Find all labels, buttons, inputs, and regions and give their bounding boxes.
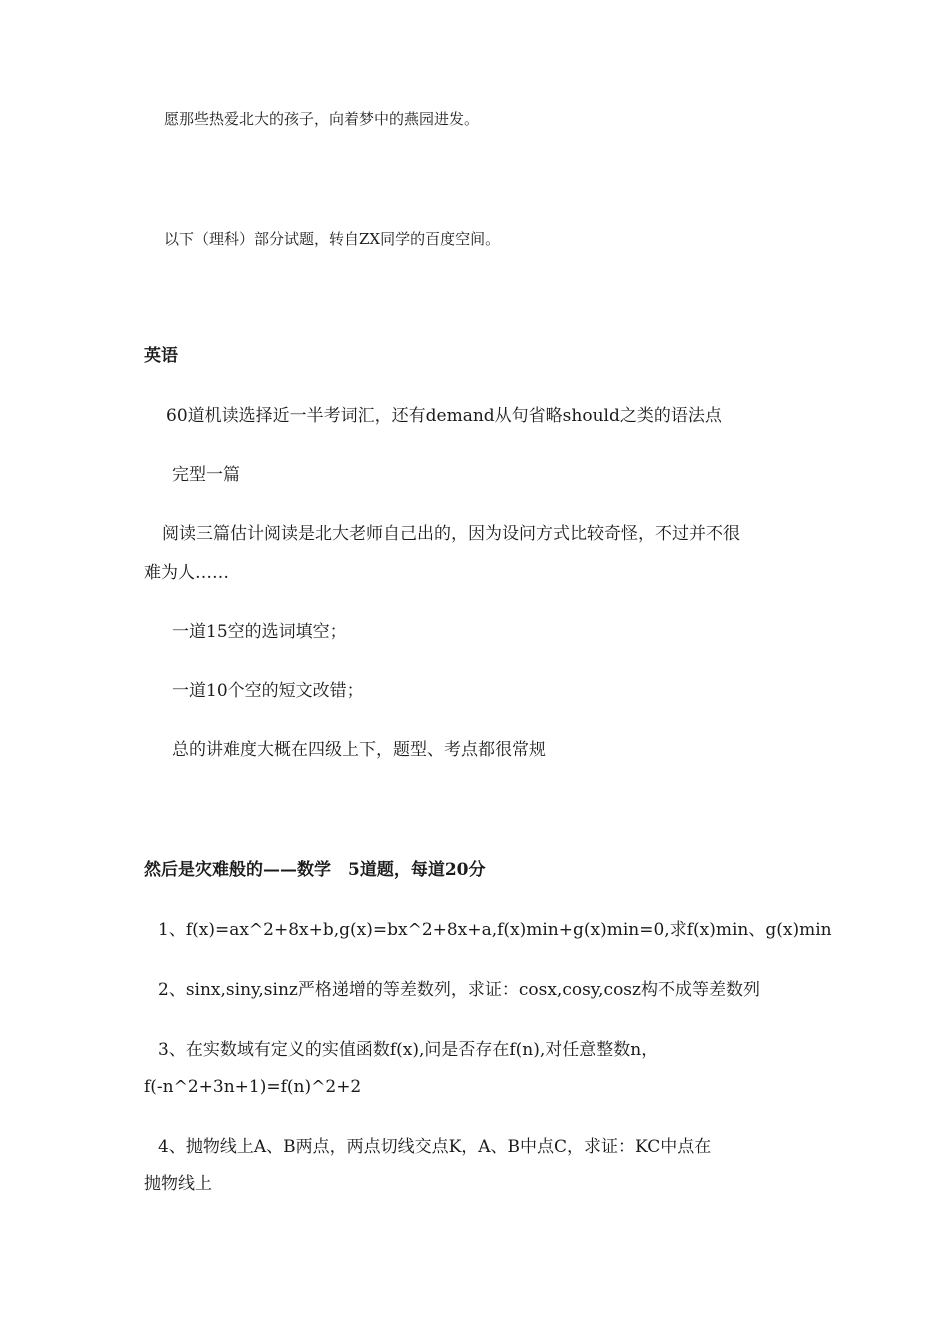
- math-item: 2、sinx,siny,sinz严格递增的等差数列，求证：cosx,cosy,cosz构不成等差数列: [158, 980, 760, 1000]
- math-item-continuation: f(-n^2+3n+1)=f(n)^2+2: [144, 1077, 362, 1097]
- english-heading: 英语: [144, 346, 178, 366]
- english-item-continuation: 难为人……: [144, 563, 229, 583]
- intro-line-1: 愿那些热爱北大的孩子，向着梦中的燕园进发。: [164, 110, 480, 128]
- math-item: 3、在实数域有定义的实值函数f(x),问是否存在f(n),对任意整数n，: [158, 1040, 659, 1060]
- intro-line-2: 以下（理科）部分试题，转自ZX同学的百度空间。: [164, 230, 501, 248]
- english-item: 一道10个空的短文改错；: [172, 681, 364, 701]
- english-item: 总的讲难度大概在四级上下，题型、考点都很常规: [172, 740, 546, 760]
- math-item: 4、抛物线上A、B两点，两点切线交点K，A、B中点C，求证：KC中点在: [158, 1137, 712, 1157]
- math-item: 1、f(x)=ax^2+8x+b,g(x)=bx^2+8x+a,f(x)min+g(x)min=0,求f(x)min、g(x)min: [158, 920, 832, 940]
- math-heading: 然后是灾难般的——数学 5道题，每道20分: [144, 860, 486, 880]
- english-item: 阅读三篇估计阅读是北大老师自己出的，因为设问方式比较奇怪，不过并不很: [162, 524, 740, 544]
- math-item-continuation: 抛物线上: [144, 1174, 212, 1194]
- english-item: 一道15空的选词填空；: [172, 622, 347, 642]
- english-item: 完型一篇: [172, 465, 240, 485]
- english-item: 60道机读选择近一半考词汇，还有demand从句省略should之类的语法点: [166, 406, 722, 426]
